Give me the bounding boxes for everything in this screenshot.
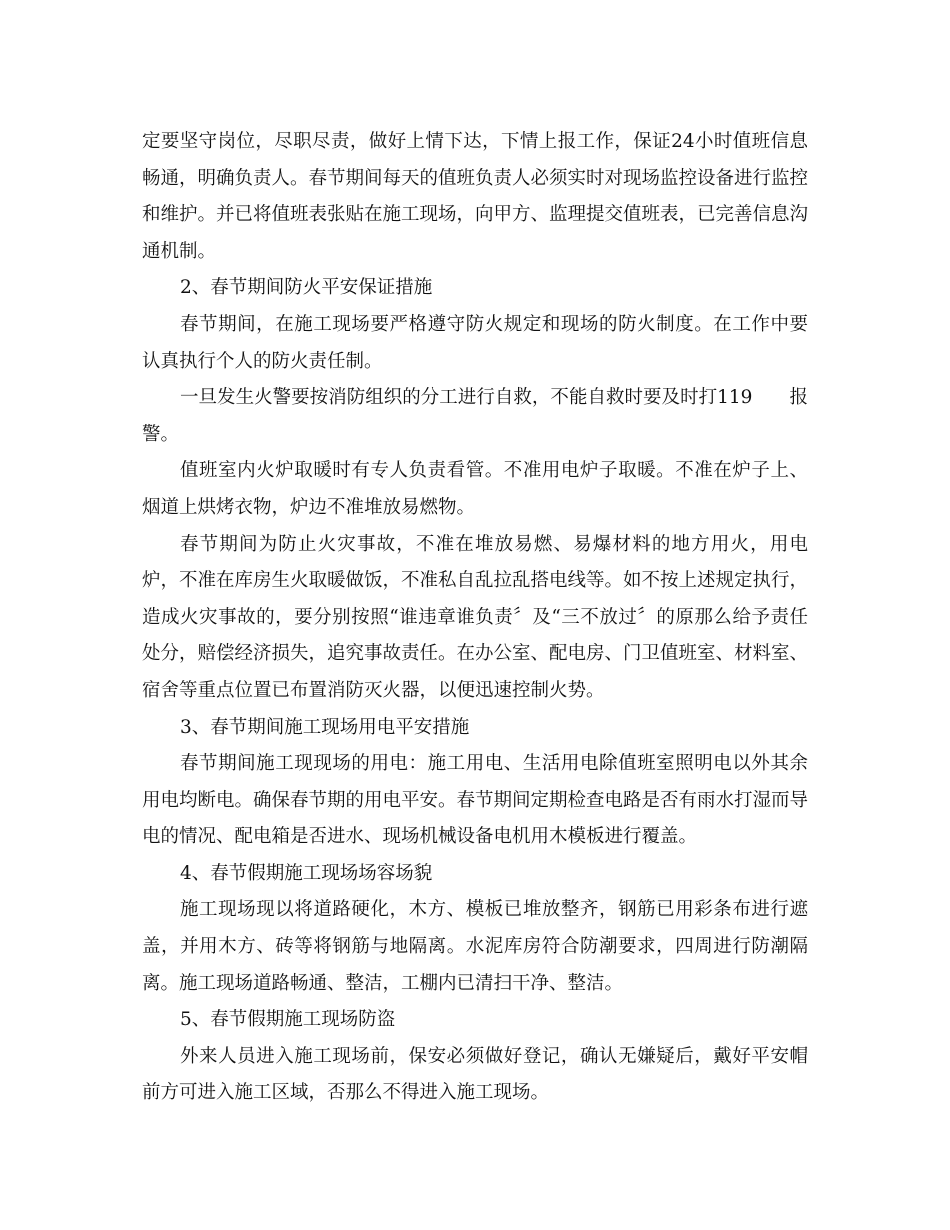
paragraph-stove-heating: 值班室内火炉取暖时有专人负责看管。不准用电炉子取暖。不准在炉子上、烟道上烘烤衣物，炉边不准堆放易燃物。 bbox=[142, 460, 808, 518]
document-body bbox=[142, 124, 808, 1112]
section-heading-fire-safety: 2、春节期间防火平安保证措施 bbox=[180, 277, 433, 299]
paragraph-electricity-use: 春节期间施工现现场的用电：施工用电、生活用电除值班室照明电以外其余用电均断电。确保春节期的用电平安。春节期间定期检查电路是否有雨水打湿而导电的情况、配电箱是否进水、现场机械设备电机用木模板进行覆盖。 bbox=[142, 753, 809, 848]
paragraph-continuation: 定要坚守岗位，尽职尽责，做好上情下达，下情上报工作，保证24小时值班信息畅通，明确负责人。春节期间每天的值班负责人必须实时对现场监控设备进行监控和维护。并已将值班表张贴在施工现场，向甲方、监理提交值班表，已完善信息沟通机制。 bbox=[142, 131, 809, 262]
section-heading-site-appearance: 4、春节假期施工现场场容场貌 bbox=[180, 862, 433, 884]
section-heading-theft-prevention: 5、春节假期施工现场防盗 bbox=[180, 1009, 396, 1031]
section-heading-electrical-safety: 3、春节期间施工现场用电平安措施 bbox=[180, 716, 470, 738]
paragraph-fire-alarm: 一旦发生火警要按消防组织的分工进行自救，不能自救时要及时打119 报警。 bbox=[142, 387, 808, 445]
paragraph-fire-prevention: 春节期间为防止火灾事故，不准在堆放易燃、易爆材料的地方用火，用电炉，不准在库房生火取暖做饭，不准私自乱拉乱搭电线等。如不按上述规定执行，造成火灾事故的，要分别按照“谁违章谁负责〞及“三不放过〞的原那么给予责任处分，赔偿经济损失，追究事故责任。在办公室、配电房、门卫值班室、材料室、宿舍等重点位置已布置消防灭火器，以便迅速控制火势。 bbox=[142, 533, 809, 701]
paragraph-site-appearance: 施工现场现以将道路硬化，木方、模板已堆放整齐，钢筋已用彩条布进行遮盖，并用木方、砖等将钢筋与地隔离。水泥库房符合防潮要求，四周进行防潮隔离。施工现场道路畅通、整洁，工棚内已清扫干净、整洁。 bbox=[142, 899, 808, 994]
paragraph-theft-prevention: 外来人员进入施工现场前，保安必须做好登记，确认无嫌疑后，戴好平安帽前方可进入施工区域，否那么不得进入施工现场。 bbox=[142, 1045, 808, 1104]
paragraph-fire-rules: 春节期间，在施工现场要严格遵守防火规定和现场的防火制度。在工作中要认真执行个人的防火责任制。 bbox=[142, 313, 808, 372]
